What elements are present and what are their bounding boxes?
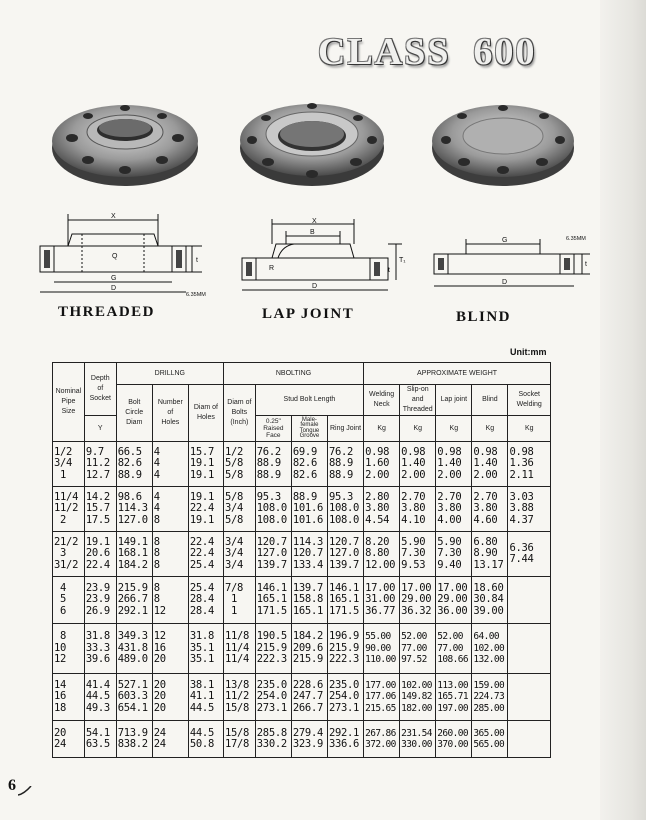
- page-title: CLASS 600: [318, 31, 537, 73]
- header-raised-face: 0.25" Raised Face: [255, 416, 291, 442]
- lap-t-label: t: [388, 267, 390, 274]
- cell-db: 7/8 1 1: [223, 577, 255, 624]
- cell-sw: [508, 577, 551, 624]
- cell-lj: 113.00 165.71 197.00: [436, 674, 472, 721]
- table-row: [53, 442, 551, 487]
- page-swoosh-mark: [18, 786, 32, 796]
- cell-depth: 41.4 44.5 49.3: [84, 674, 116, 721]
- header-welding-neck: Welding Neck: [364, 385, 400, 416]
- cell-sw: 3.03 3.88 4.37: [508, 487, 551, 532]
- cell-depth: 23.9 23.9 26.9: [84, 577, 116, 624]
- cell-nh: 8 8 12: [152, 577, 188, 624]
- table-row: [53, 674, 551, 721]
- cell-db: 15/8 17/8: [223, 721, 255, 758]
- cell-bc: 149.1 168.1 184.2: [116, 532, 152, 577]
- cell-rj: 95.3 108.0 108.0: [327, 487, 363, 532]
- lap-joint-diagram: [238, 214, 408, 300]
- cell-bc: 66.5 82.6 88.9: [116, 442, 152, 487]
- cell-db: 13/8 11/2 15/8: [223, 674, 255, 721]
- lap-b-label: B: [310, 229, 315, 236]
- cell-nh: 4 4 4: [152, 442, 188, 487]
- cell-mf: 69.9 82.6 82.6: [291, 442, 327, 487]
- cell-so: 0.98 1.40 2.00: [400, 442, 436, 487]
- cell-nh: 8 8 8: [152, 532, 188, 577]
- cell-dh: 31.8 35.1 35.1: [188, 624, 223, 674]
- lap-joint-flange-photo: [238, 96, 386, 188]
- cell-sw: 0.98 1.36 2.11: [508, 442, 551, 487]
- cell-bl: 2.70 3.80 4.60: [472, 487, 508, 532]
- header-kg-3: Kg: [436, 416, 472, 442]
- cell-so: 102.00 149.82 182.00: [400, 674, 436, 721]
- header-kg-5: Kg: [508, 416, 551, 442]
- cell-depth: 54.1 63.5: [84, 721, 116, 758]
- cell-rj: 196.9 215.9 222.3: [327, 624, 363, 674]
- header-socket-welding: Socket Welding: [508, 385, 551, 416]
- cell-rf: 95.3 108.0 108.0: [255, 487, 291, 532]
- cell-so: 231.54 330.00: [400, 721, 436, 758]
- cell-bc: 527.1 603.3 654.1: [116, 674, 152, 721]
- cell-sw: 6.36 7.44: [508, 532, 551, 577]
- blind-dim-label: 6.35MM: [566, 236, 586, 242]
- cell-mf: 139.7 158.8 165.1: [291, 577, 327, 624]
- header-drilling: DRILLNG: [116, 363, 223, 385]
- cell-rf: 235.0 254.0 273.1: [255, 674, 291, 721]
- threaded-dim-label: 6.35MM: [186, 292, 206, 298]
- cell-lj: 17.00 29.00 36.00: [436, 577, 472, 624]
- unit-note: Unit:mm: [510, 347, 547, 357]
- cell-dh: 19.1 22.4 19.1: [188, 487, 223, 532]
- page-number: 6: [8, 777, 16, 794]
- cell-nh: 4 4 8: [152, 487, 188, 532]
- cell-bc: 215.9 266.7 292.1: [116, 577, 152, 624]
- cell-depth: 14.2 15.7 17.5: [84, 487, 116, 532]
- threaded-label: THREADED: [58, 304, 156, 320]
- cell-bl: 0.98 1.40 2.00: [472, 442, 508, 487]
- threaded-g-label: G: [111, 275, 117, 282]
- threaded-diagram: [36, 206, 226, 302]
- blind-label: BLIND: [456, 309, 512, 325]
- blind-d-label: D: [502, 279, 508, 286]
- header-depth: Depth of Socket: [84, 363, 116, 416]
- blind-t-label: t: [585, 261, 587, 268]
- cell-dh: 38.1 41.1 44.5: [188, 674, 223, 721]
- cell-nh: 24 24: [152, 721, 188, 758]
- cell-rj: 120.7 127.0 139.7: [327, 532, 363, 577]
- blind-diagram: [430, 230, 600, 296]
- header-num-holes: Number of Holes: [152, 385, 188, 442]
- cell-db: 11/8 11/4 11/4: [223, 624, 255, 674]
- cell-sw: [508, 721, 551, 758]
- lap-joint-label: LAP JOINT: [262, 306, 355, 322]
- threaded-t-label: t: [196, 257, 198, 264]
- cell-mf: 114.3 120.7 133.4: [291, 532, 327, 577]
- cell-so: 52.00 77.00 97.52: [400, 624, 436, 674]
- cell-rj: 146.1 165.1 171.5: [327, 577, 363, 624]
- class600-spec-table: [52, 362, 551, 758]
- table-row: [53, 721, 551, 758]
- cell-db: 1/2 5/8 5/8: [223, 442, 255, 487]
- cell-so: 17.00 29.00 36.32: [400, 577, 436, 624]
- cell-lj: 2.70 3.80 4.00: [436, 487, 472, 532]
- table-row: [53, 532, 551, 577]
- cell-bl: 6.80 8.90 13.17: [472, 532, 508, 577]
- header-kg-2: Kg: [400, 416, 436, 442]
- cell-lj: 52.00 77.00 108.66: [436, 624, 472, 674]
- cell-db: 5/8 3/4 5/8: [223, 487, 255, 532]
- lap-x-label: X: [312, 218, 317, 225]
- cell-bl: 365.00 565.00: [472, 721, 508, 758]
- threaded-d-label: D: [111, 285, 117, 292]
- cell-wn: 8.20 8.80 12.00: [364, 532, 400, 577]
- threaded-q-label: Q: [112, 253, 118, 260]
- cell-mf: 279.4 323.9: [291, 721, 327, 758]
- cell-size: 14 16 18: [53, 674, 85, 721]
- header-kg-4: Kg: [472, 416, 508, 442]
- cell-lj: 0.98 1.40 2.00: [436, 442, 472, 487]
- cell-sw: [508, 624, 551, 674]
- cell-size: 11/4 11/2 2: [53, 487, 85, 532]
- cell-rf: 285.8 330.2: [255, 721, 291, 758]
- cell-bc: 98.6 114.3 127.0: [116, 487, 152, 532]
- cell-wn: 177.00 177.06 215.65: [364, 674, 400, 721]
- header-slip-on: Slip-on and Threaded: [400, 385, 436, 416]
- cell-mf: 88.9 101.6 101.6: [291, 487, 327, 532]
- cell-db: 3/4 3/4 3/4: [223, 532, 255, 577]
- threaded-flange-photo: [50, 98, 200, 188]
- cell-lj: 260.00 370.00: [436, 721, 472, 758]
- cell-size: 21/2 3 31/2: [53, 532, 85, 577]
- cell-sw: [508, 674, 551, 721]
- blind-flange-photo: [430, 98, 576, 188]
- cell-bl: 159.00 224.73 285.00: [472, 674, 508, 721]
- cell-bl: 64.00 102.00 132.00: [472, 624, 508, 674]
- cell-rf: 146.1 165.1 171.5: [255, 577, 291, 624]
- cell-wn: 2.80 3.80 4.54: [364, 487, 400, 532]
- header-approx-weight: APPROXIMATE WEIGHT: [364, 363, 551, 385]
- cell-dh: 15.7 19.1 19.1: [188, 442, 223, 487]
- header-male-female: Male- female Tongue Groove: [291, 416, 327, 442]
- header-bolt-circle: Bolt Circle Diam: [116, 385, 152, 442]
- table-row: [53, 624, 551, 674]
- cell-rj: 235.0 254.0 273.1: [327, 674, 363, 721]
- cell-mf: 228.6 247.7 266.7: [291, 674, 327, 721]
- blind-g-label: G: [502, 237, 508, 244]
- lap-t1-label: T₁: [399, 257, 406, 264]
- header-nbolting: NBOLTING: [223, 363, 363, 385]
- cell-nh: 12 16 20: [152, 624, 188, 674]
- cell-rj: 76.2 88.9 88.9: [327, 442, 363, 487]
- cell-depth: 19.1 20.6 22.4: [84, 532, 116, 577]
- cell-dh: 44.5 50.8: [188, 721, 223, 758]
- cell-rf: 76.2 88.9 88.9: [255, 442, 291, 487]
- header-blind: Blind: [472, 385, 508, 416]
- table-row: [53, 577, 551, 624]
- cell-size: 8 10 12: [53, 624, 85, 674]
- page-edge-shadow: [600, 0, 646, 820]
- header-depth-symbol: Y: [84, 416, 116, 442]
- cell-so: 5.90 7.30 9.53: [400, 532, 436, 577]
- header-nominal: Nominal Pipe Size: [53, 363, 85, 442]
- header-lap-joint: Lap joint: [436, 385, 472, 416]
- table-row: [53, 487, 551, 532]
- cell-dh: 22.4 22.4 25.4: [188, 532, 223, 577]
- cell-wn: 0.98 1.60 2.00: [364, 442, 400, 487]
- cell-bl: 18.60 30.84 39.00: [472, 577, 508, 624]
- threaded-x-label: X: [111, 213, 116, 220]
- lap-d-label: D: [312, 283, 318, 290]
- header-diam-holes: Diam of Holes: [188, 385, 223, 442]
- cell-rf: 190.5 215.9 222.3: [255, 624, 291, 674]
- cell-nh: 20 20 20: [152, 674, 188, 721]
- cell-bc: 713.9 838.2: [116, 721, 152, 758]
- cell-depth: 31.8 33.3 39.6: [84, 624, 116, 674]
- cell-depth: 9.7 11.2 12.7: [84, 442, 116, 487]
- header-ring-joint: Ring Joint: [327, 416, 363, 442]
- cell-wn: 267.86 372.00: [364, 721, 400, 758]
- cell-size: 1/2 3/4 1: [53, 442, 85, 487]
- cell-wn: 55.00 90.00 110.00: [364, 624, 400, 674]
- cell-rj: 292.1 336.6: [327, 721, 363, 758]
- lap-r-label: R: [269, 265, 275, 272]
- cell-size: 20 24: [53, 721, 85, 758]
- cell-bc: 349.3 431.8 489.0: [116, 624, 152, 674]
- cell-dh: 25.4 28.4 28.4: [188, 577, 223, 624]
- cell-wn: 17.00 31.00 36.77: [364, 577, 400, 624]
- cell-rf: 120.7 127.0 139.7: [255, 532, 291, 577]
- header-stud-length: Stud Bolt Length: [255, 385, 363, 416]
- cell-lj: 5.90 7.30 9.40: [436, 532, 472, 577]
- cell-mf: 184.2 209.6 215.9: [291, 624, 327, 674]
- cell-so: 2.70 3.80 4.10: [400, 487, 436, 532]
- header-kg-1: Kg: [364, 416, 400, 442]
- header-diam-bolts: Diam of Bolts (Inch): [223, 385, 255, 442]
- cell-size: 4 5 6: [53, 577, 85, 624]
